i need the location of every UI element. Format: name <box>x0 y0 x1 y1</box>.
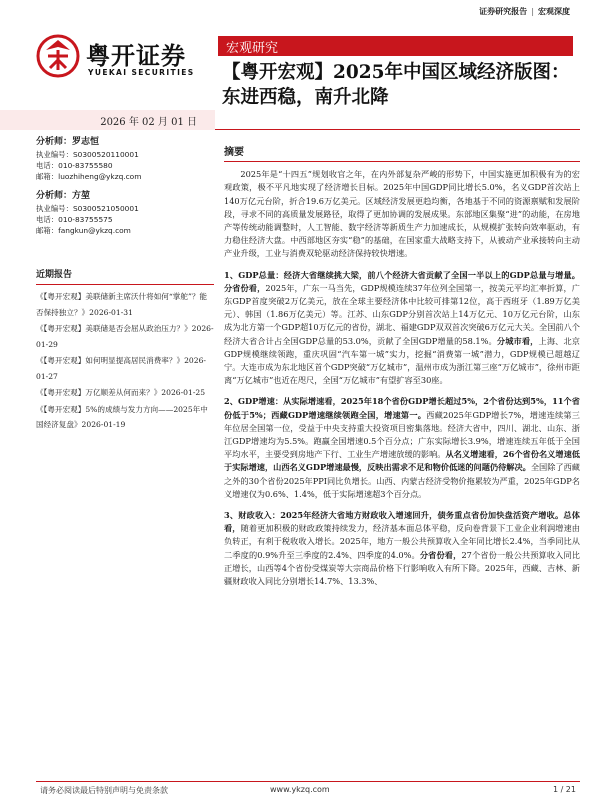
section-body: 2025年，广东一马当先，GDP规模连续37年位列全国第一，按美元平均汇率折算，广东GDP首度突破2万亿美元，放在全球主要经济体中比较可排第12位，高于西班牙（1.89万亿美元）、韩国（1.86万亿美元）等。江苏、山东GDP分别首次站上14万亿元、10万亿元台阶，山东成为北方第一个GDP超10万亿元的省份，湖北、福建GDP双双首次突破6万亿元大关。全国前八个经济大省合计占全国GDP总量的53.0%，贡献了全国GDP增量的58.1%。 <box>224 282 580 346</box>
analyst-name: 分析师：方堃 <box>36 191 91 201</box>
category-label: 宏观研究 <box>226 41 279 56</box>
header-divider <box>215 129 580 130</box>
abstract-heading: 摘要 <box>224 146 580 162</box>
section-fiscal-revenue <box>224 509 580 588</box>
footer-disclaimer: 请务必阅读最后特别声明与免责条款 <box>40 786 168 795</box>
footer-divider <box>36 781 580 782</box>
logo-chinese-name: 粤开证券 <box>86 42 186 70</box>
category-banner <box>218 36 573 56</box>
abstract-intro: 2025年是“十四五”规划收官之年，在内外部复杂严峻的形势下，中国实施更加积极有为的宏观政策，极不平凡地实现了经济增长目标。2025年中国GDP同比增长5.0%，名义GDP首次站上140万亿元台阶，折合19.6万亿美元。区域经济发展更趋均衡，各地基于不同的资源禀赋和发展阶段，寻求不同的高质量发展路径，取得了更加协调的发展成果。东部地区集聚“进”的动能，在房地产等传统动能调整时，人工智能、数字经济等新质生产力加速成长，从规模扩张转向效率驱动，有力稳住经济大盘。中西部地区夯实“稳”的基础，在国家重大战略支持下，从被动产业承接转向主动产业升级，工业与消费双轮驱动经济保持较快增速。 <box>224 169 580 259</box>
analyst-phone: 电话：010-83755575 <box>36 215 113 224</box>
recent-reports-heading: 近期报告 <box>36 270 214 285</box>
section-body: 全国除了西藏之外的30个省份2025年PPI同比负增长。山西、内蒙古经济受物价拖累较为严重，2025年GDP名义增速仅为0.6%、1.4%，低于实际增速超3个百分点。 <box>224 462 580 499</box>
section-gdp-total <box>224 269 580 388</box>
sidebar <box>36 136 214 434</box>
yuekai-logo-icon <box>36 34 80 78</box>
report-date: 2026 年 02 月 01 日 <box>100 117 197 128</box>
analyst-email[interactable]: 邮箱：fangkun@ykzq.com <box>36 226 131 235</box>
company-logo <box>36 34 216 84</box>
section-body: 随着更加积极的财政政策持续发力，经济基本面总体平稳，反向卷背景下工业企业利润增速由负转正，有利于税收收入增长。2025年，地方一般公共预算收入全年同比增长2.4%，当季同比从二季度的0.9%升至三季度的2.4%、四季度的4.0%。 <box>224 523 580 560</box>
analyst-email[interactable]: 邮箱：luozhiheng@ykzq.com <box>36 172 142 181</box>
section-body: 27个省份一般公共预算收入同比正增长，山西等4个省份受煤炭等大宗商品价格下行影响收入有所下降。2025年，西藏、吉林、新疆财政收入同比分别增长14.7%、13.3%、 <box>224 549 580 587</box>
recent-report-link[interactable]: 《【粤开宏观】美联储新主席沃什将如何“掌舵”？能否保持独立？》2026-01-31 <box>36 292 208 317</box>
page-number: 1 / 21 <box>552 785 576 794</box>
analyst-phone: 电话：010-83755580 <box>36 161 113 170</box>
section-gdp-growth <box>224 395 580 501</box>
recent-report-link[interactable]: 《【粤开宏观】如何明显提高居民消费率？》2026-01-27 <box>36 356 206 381</box>
section-subheading: 分城市看， <box>496 335 539 346</box>
section-heading: 3、财政收入：2025年经济大省地方财政收入增速回升，债务重点省份加快盘活资产增收。总体看， <box>224 510 580 534</box>
analyst-card <box>36 136 214 182</box>
recent-report-link[interactable]: 《【粤开宏观】美联储是否会屈从政治压力？》2026-01-29 <box>36 324 214 349</box>
recent-report-link[interactable]: 《【粤开宏观】5%的成绩与发力方向——2025年中国经济复盘》2026-01-19 <box>36 404 208 429</box>
analyst-license: 执业编号：S0300520110001 <box>36 150 139 159</box>
section-subheading: 分省份看， <box>419 549 462 560</box>
analyst-card <box>36 190 214 236</box>
section-body: 西藏2025年GDP增长7%，增速连续第三年位居全国第一位，受益于中央支持重大投资项目密集落地。经济大省中，四川、湖北、山东、浙江GDP增速均为5.5%。跑赢全国增速0.5个百分点；广东实际增长3.9%，增速连续五年低于全国平均水平，主要受到房地产下行、工业生产增速放缓的影响。 <box>224 409 580 460</box>
header-tag-macro: 宏观深度 <box>538 7 570 16</box>
date-band <box>0 110 215 130</box>
report-title: 【粤开宏观】2025年中国区域经济版图：东进西稳，南升北降 <box>222 62 570 108</box>
header-separator: | <box>531 7 534 16</box>
logo-english-name: YUEKAI SECURITIES <box>88 68 195 77</box>
analyst-license: 执业编号：S0300521050001 <box>36 204 139 213</box>
footer-website-link[interactable]: www.ykzq.com <box>270 785 330 794</box>
abstract-section <box>224 146 580 588</box>
analyst-name: 分析师：罗志恒 <box>36 137 100 147</box>
recent-report-link[interactable]: 《【粤开宏观】万亿顺差从何而来？》2026-01-25 <box>36 388 206 397</box>
section-heading: 2、GDP增速：从实际增速看，2025年18个省份GDP增长超过5%，2个省份达到5%，11个省份低于5%；西藏GDP增速继续领跑全国，增速第一。 <box>224 396 580 420</box>
header-tag-report: 证券研究报告 <box>479 7 528 16</box>
section-body: 上海、北京GDP规模继续领跑，重庆巩固“汽车第一城”实力，挖掘“消费第一城”潜力，GDP规模已超越辽宁。大连市成为东北地区首个GDP突破“万亿城市”，温州市成为浙江第三座“万亿城市”，徐州市距离“万亿城市”也近在咫尺，全国“万亿城市”有望扩容至30座。 <box>224 335 580 386</box>
section-heading: 1、GDP总量：经济大省继续挑大梁，前八个经济大省贡献了全国一半以上的GDP总量与增量。分省份看， <box>224 269 580 293</box>
header-tags <box>479 6 570 17</box>
section-subheading: 从名义增速看，26个省份名义增速低于实际增速，山西名义GDP增速最慢，反映出需求不足和物价低迷的问题仍待解决。 <box>224 449 580 473</box>
